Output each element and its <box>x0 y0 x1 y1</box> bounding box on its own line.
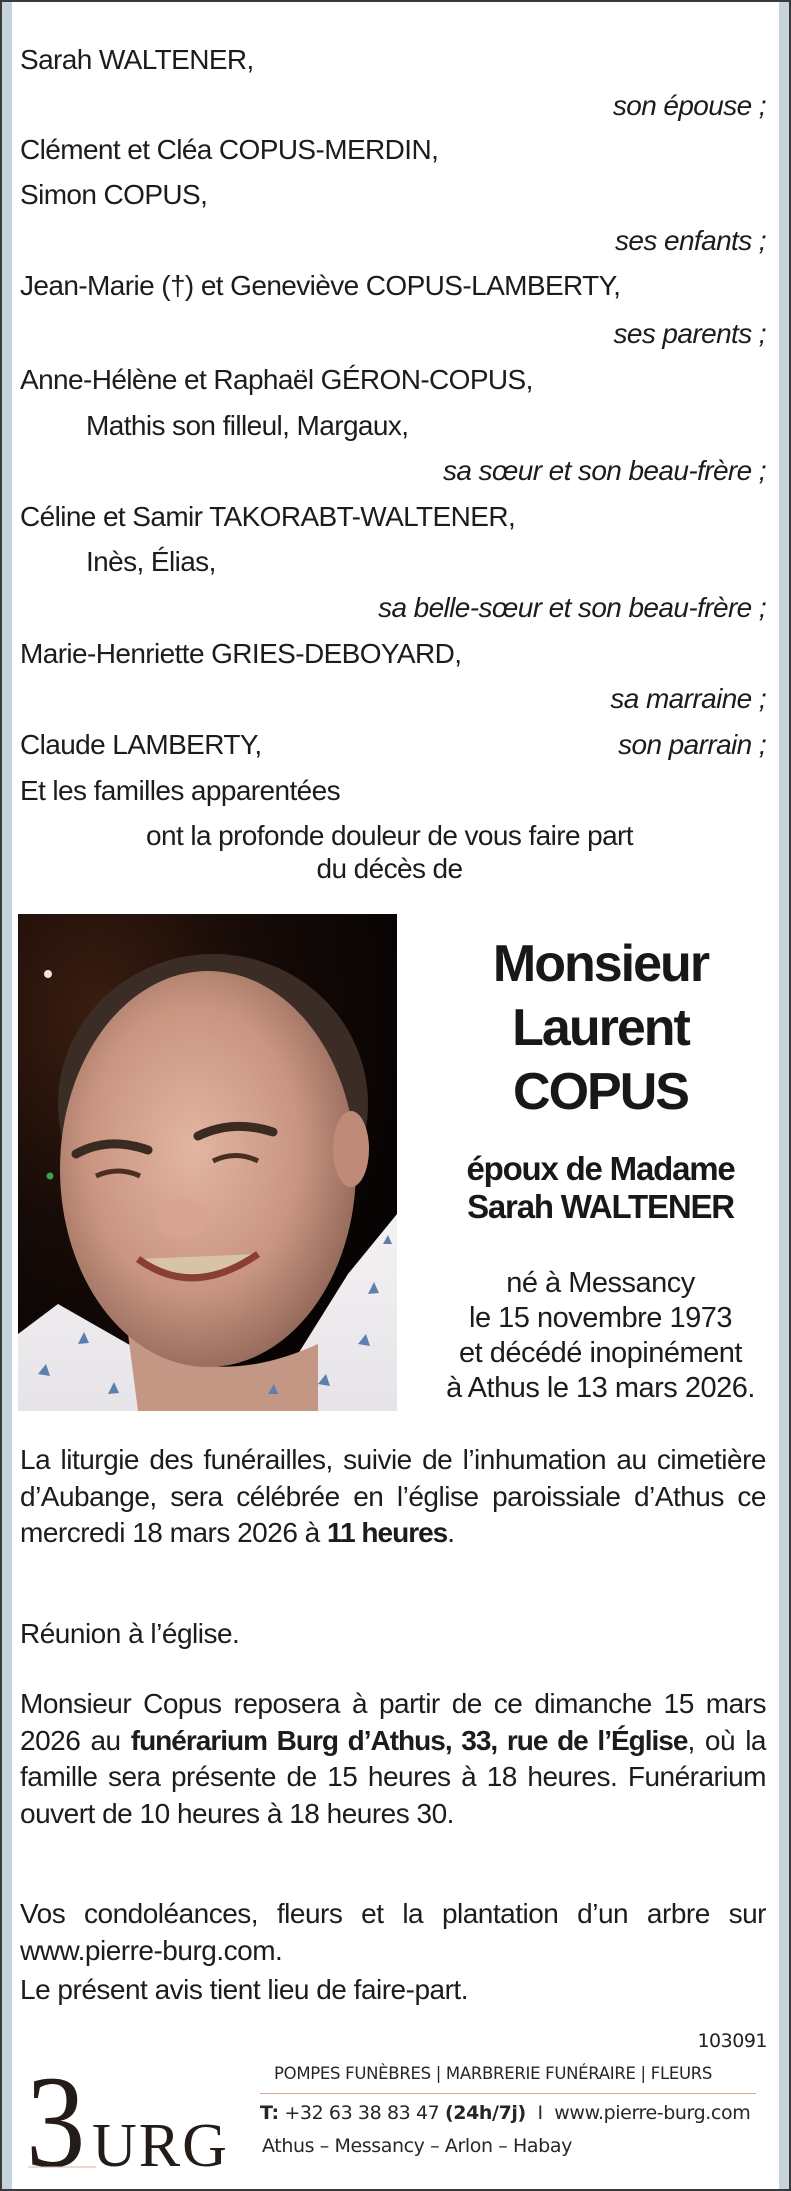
visitation-text: Monsieur Copus reposera à partir de ce dimanche 15 mars 2026 au <box>20 1688 766 1756</box>
footer-contact <box>260 2102 750 2124</box>
family-name: Claude LAMBERTY, <box>20 729 262 760</box>
family-name: Clément et Cléa COPUS-MERDIN, <box>20 134 439 165</box>
family-name: Simon COPUS, <box>20 179 208 210</box>
visitation-hours: , où la famille sera présente de 15 heures à 18 heures. Funérarium ouvert de 10 heures à 18 heures 30. <box>20 1724 766 1829</box>
phone-label: T: <box>260 2102 279 2124</box>
burg-logo-icon <box>26 2054 236 2174</box>
family-relation: sa sœur et son beau-frère ; <box>442 455 766 486</box>
bio-line: et décédé inopinément <box>459 1337 742 1369</box>
footer-cities: Athus – Messancy – Arlon – Habay <box>262 2135 572 2157</box>
family-name: Mathis son filleul, Margaux, <box>86 410 409 441</box>
bio-block <box>422 1266 779 1406</box>
family-relation: sa belle-sœur et son beau-frère ; <box>378 592 766 623</box>
announcement-line: du décès de <box>316 853 463 884</box>
phone-hours: (24h/7j) <box>444 2102 526 2124</box>
burg-logo <box>26 2054 236 2174</box>
funeral-paragraph <box>20 1442 766 1552</box>
deceased-first-name: Laurent <box>512 999 689 1057</box>
svg-text:3: 3 <box>26 2054 80 2174</box>
family-name: Sarah WALTENER, <box>20 44 254 75</box>
spouse-line: époux de Madame <box>466 1150 735 1187</box>
bio-line: le 15 novembre 1973 <box>469 1302 732 1334</box>
funeral-text: La liturgie des funérailles, suivie de l’inhumation au cimetière d’Aubange, sera célébrée en l’église paroissiale d’Athus ce mercredi 18 mars 2026 à <box>20 1444 766 1548</box>
funeral-services: POMPES FUNÈBRES | MARBRERIE FUNÉRAIRE | FLEURS <box>274 2064 713 2083</box>
deceased-photo <box>18 914 397 1411</box>
family-relation: ses parents ; <box>613 318 766 349</box>
meeting-text: Réunion à l’église. <box>20 1618 240 1649</box>
family-name: Marie-Henriette GRIES-DEBOYARD, <box>20 638 462 669</box>
family-relation: ses enfants ; <box>615 225 766 256</box>
visitation-location: funérarium Burg d’Athus, 33, rue de l’Église <box>130 1724 688 1756</box>
family-name: Inès, Élias, <box>86 546 216 577</box>
family-name: Jean-Marie (†) et Geneviève COPUS-LAMBERTY, <box>20 270 621 301</box>
deceased-title: Monsieur <box>492 935 709 993</box>
family-name: Anne-Hélène et Raphaël GÉRON-COPUS, <box>20 364 533 395</box>
visitation-paragraph <box>20 1686 766 1832</box>
family-name: Céline et Samir TAKORABT-WALTENER, <box>20 501 516 532</box>
svg-text:URG: URG <box>92 2112 229 2174</box>
note-text: Le présent avis tient lieu de faire-part. <box>20 1974 468 2005</box>
family-name: Et les familles apparentées <box>20 775 340 806</box>
funeral-end: . <box>447 1517 455 1548</box>
announcement-line: ont la profonde douleur de vous faire part <box>146 820 633 851</box>
funeral-time: 11 heures <box>327 1517 448 1548</box>
family-relation: son épouse ; <box>612 90 766 121</box>
obituary-page <box>12 2 779 2189</box>
phone-number[interactable]: +32 63 38 83 47 <box>284 2102 440 2124</box>
spouse-line: Sarah WALTENER <box>467 1188 734 1225</box>
spouse-block <box>422 1150 779 1226</box>
bio-line: à Athus le 13 mars 2026. <box>446 1372 755 1404</box>
family-relation: sa marraine ; <box>610 683 766 714</box>
reference-number: 103091 <box>697 2030 767 2052</box>
separator: I <box>537 2102 543 2124</box>
deceased-name-block <box>422 932 779 1124</box>
portrait-image <box>18 914 397 1411</box>
footer-divider <box>260 2093 756 2094</box>
bio-line: né à Messancy <box>506 1267 695 1299</box>
deceased-last-name: COPUS <box>513 1063 688 1121</box>
family-relation: son parrain ; <box>618 729 766 760</box>
website-link[interactable]: www.pierre-burg.com <box>554 2102 751 2124</box>
condolences-text: Vos condoléances, fleurs et la plantation d’un arbre sur www.pierre-burg.com. <box>20 1898 766 1966</box>
